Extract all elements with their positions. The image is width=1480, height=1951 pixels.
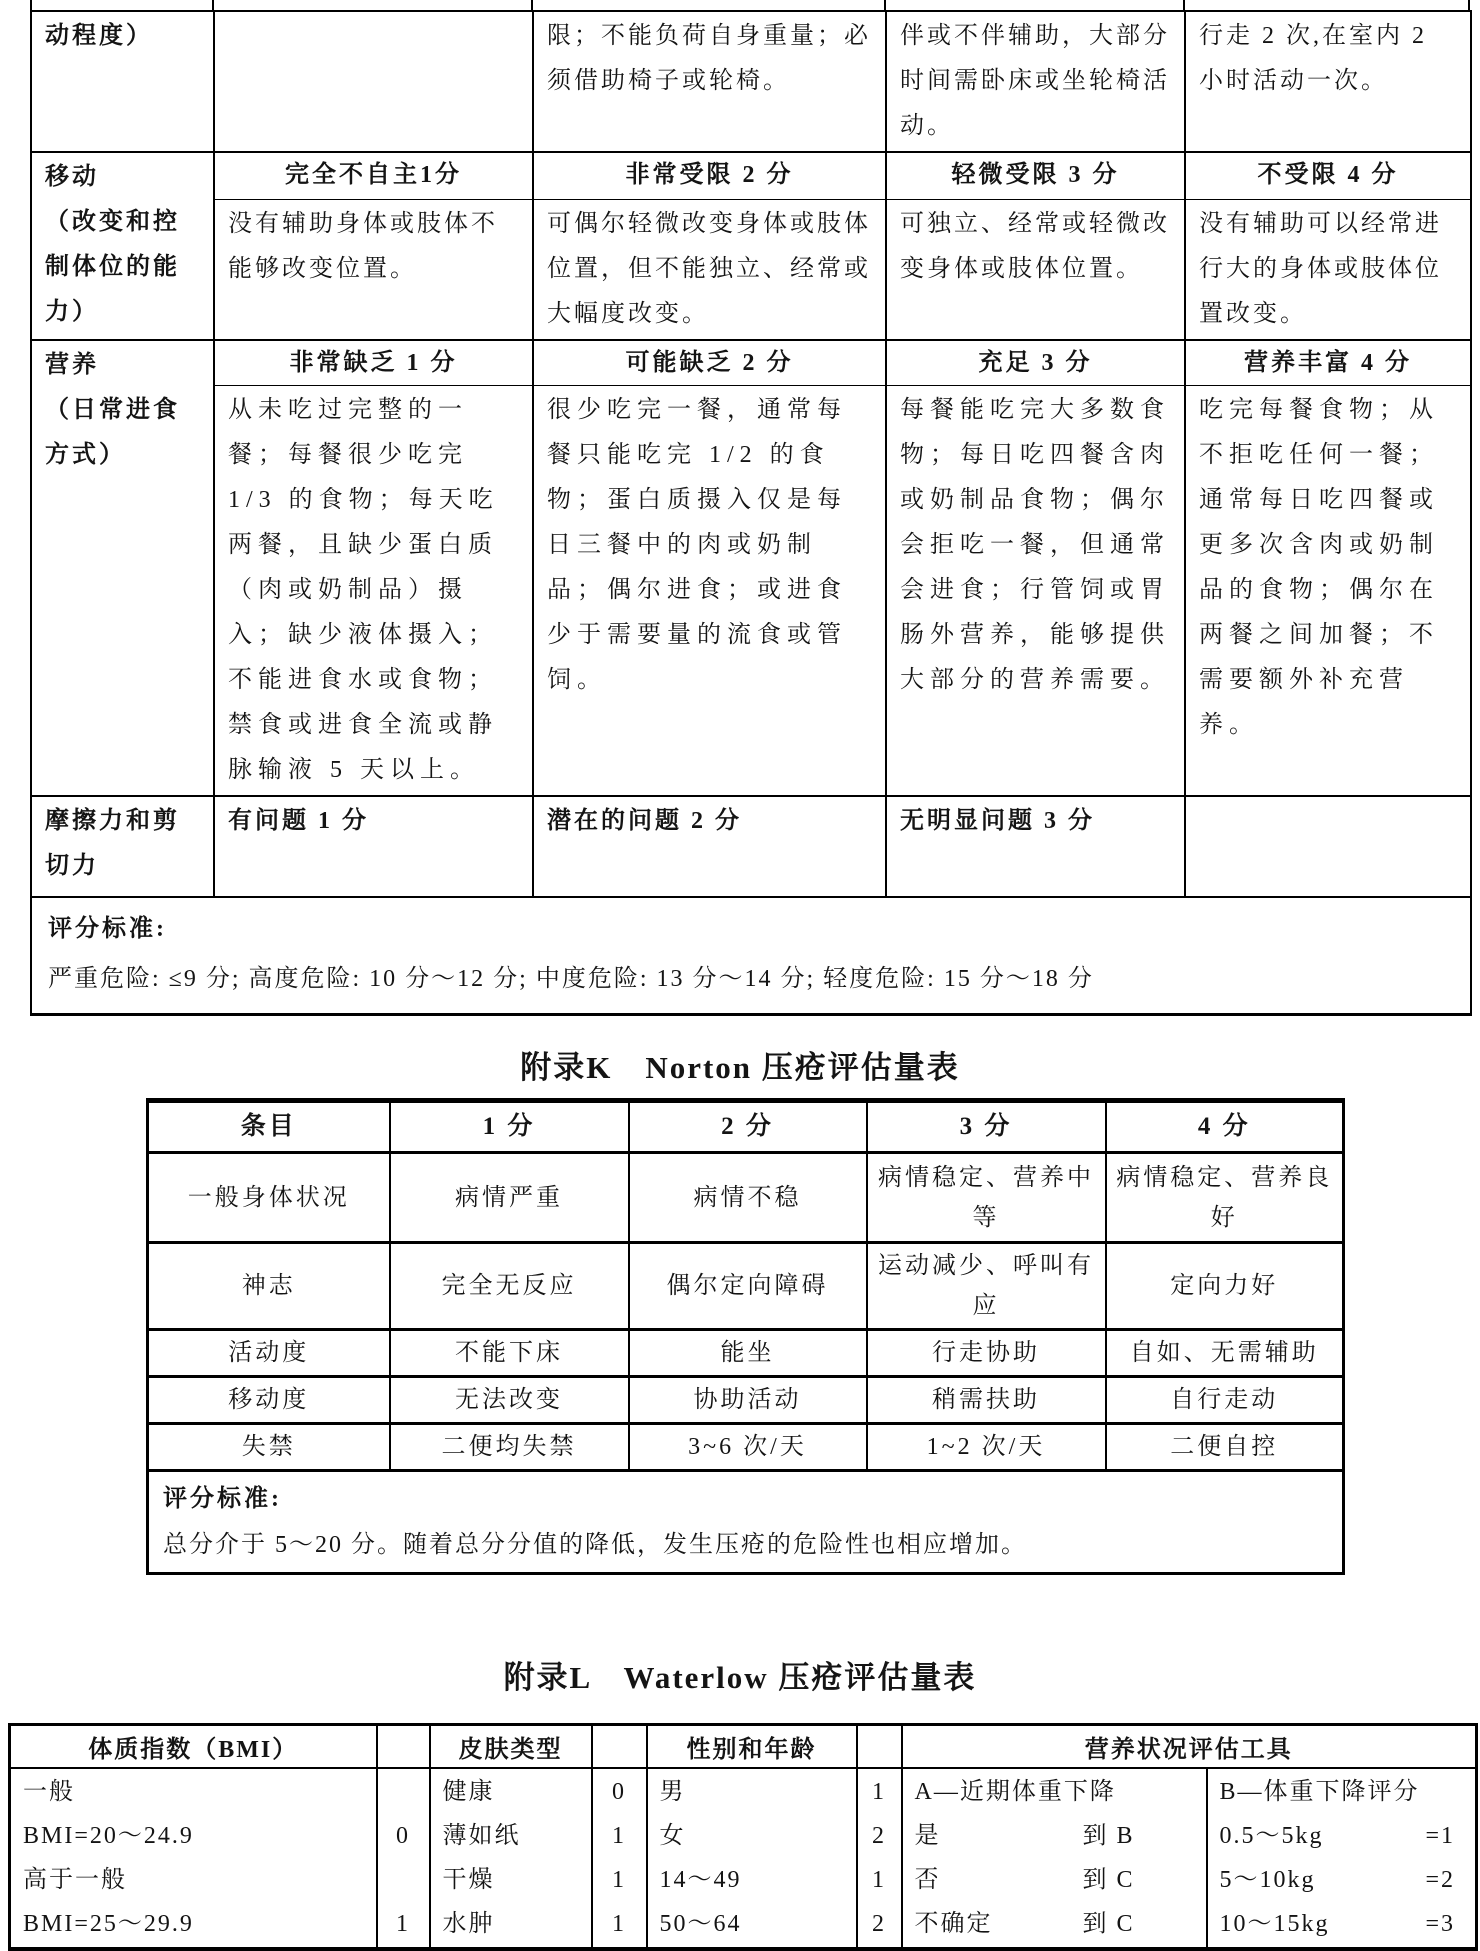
bmi-cell — [10, 1768, 377, 1949]
cell-line: 1 — [612, 1866, 626, 1893]
table-cell: 神志 — [148, 1243, 390, 1330]
cell-line: 1 — [612, 1822, 626, 1849]
table-cell: 失禁 — [148, 1424, 390, 1471]
column-header-cell: 体质指数（BMI） — [10, 1725, 377, 1768]
cell-line: BMI=20～24.9 — [23, 1822, 194, 1849]
braden-row-nutrition-header — [31, 340, 1471, 386]
table-cell: 二便自控 — [1106, 1424, 1344, 1471]
table-cell: 协助活动 — [629, 1377, 867, 1424]
cell-line: 健康 — [442, 1778, 495, 1805]
column-header-cell: 3 分 — [867, 1101, 1106, 1153]
skin-score-cell — [592, 1768, 647, 1949]
cell-line: 2 — [872, 1910, 886, 1937]
cell-line: 薄如纸 — [442, 1822, 521, 1849]
column-header-cell: 皮肤类型 — [430, 1725, 592, 1768]
line-right: 到 C — [1082, 1866, 1135, 1893]
table-cell: 病情稳定、营养中等 — [867, 1153, 1106, 1243]
table-cell: 一般身体状况 — [148, 1153, 390, 1243]
table-cell: 可偶尔轻微改变身体或肢体位置，但不能独立、经常或大幅度改变。 — [533, 199, 886, 340]
line-right: =1 — [1425, 1822, 1455, 1849]
line-right: =3 — [1425, 1910, 1455, 1937]
row-label-main: 移动 — [45, 164, 99, 190]
scoring-cell — [148, 1471, 1344, 1574]
cell-line: 0 — [612, 1778, 626, 1805]
braden-row-activity-continued — [31, 11, 1471, 152]
line-left: 不确定 — [914, 1910, 993, 1937]
appendix-l-title: 附录L Waterlow 压疮评估量表 — [503, 1660, 977, 1695]
table-cell: 从未吃过完整的一餐；每餐很少吃完 1/3 的食物；每天吃两餐，且缺少蛋白质（肉或奶制品）摄入；缺少液体摄入；不能进食水或食物；禁食或进食全流或静脉输液 5 天以上。 — [214, 386, 533, 797]
cell-line: 水肿 — [442, 1910, 495, 1937]
column-header-cell — [592, 1725, 647, 1768]
cell-line: 一般 — [23, 1778, 75, 1805]
cut-border-stub — [531, 0, 533, 10]
table-cell: 病情不稳 — [629, 1153, 867, 1243]
score-header-cell: 轻微受限 3 分 — [886, 152, 1185, 199]
table-cell: 每餐能吃完大多数食物；每日吃四餐含肉或奶制品食物；偶尔会拒吃一餐，但通常会进食；行管饲或胃肠外营养，能够提供大部分的营养需要。 — [886, 386, 1185, 797]
table-cell: 有问题 1 分 — [214, 796, 533, 897]
line-right: =2 — [1425, 1866, 1455, 1893]
cell-line: 0 — [396, 1822, 410, 1849]
table-cell: 可独立、经常或轻微改变身体或肢体位置。 — [886, 199, 1185, 340]
cell-line: 高于一般 — [23, 1866, 127, 1893]
table-cell: 移动度 — [148, 1377, 390, 1424]
cell-line: 干燥 — [442, 1866, 495, 1893]
table-cell: 伴或不伴辅助，大部分时间需卧床或坐轮椅活动。 — [886, 11, 1185, 152]
table-cell: 无明显问题 3 分 — [886, 796, 1185, 897]
scoring-cell — [31, 897, 1471, 1014]
table-cell: 无法改变 — [390, 1377, 629, 1424]
line-left: 5～10kg — [1219, 1866, 1316, 1893]
cell-line — [1208, 1902, 1476, 1946]
cut-border-stub — [1183, 0, 1185, 10]
braden-row-mobility-header — [31, 152, 1471, 199]
column-header-cell — [857, 1725, 902, 1768]
nutrition-a-cell — [902, 1768, 1207, 1949]
table-cell: 潜在的问题 2 分 — [533, 796, 886, 897]
waterlow-header-row — [10, 1725, 1477, 1768]
norton-row-mobility — [148, 1377, 1344, 1424]
scoring-text: 总分介于 5～20 分。随着总分分值的降低，发生压疮的危险性也相应增加。 — [163, 1532, 1027, 1558]
table-cell: 定向力好 — [1106, 1243, 1344, 1330]
cell-line — [378, 1770, 429, 1814]
gender-age-cell — [647, 1768, 857, 1949]
table-cell: 自如、无需辅助 — [1106, 1330, 1344, 1377]
table-cell: 1~2 次/天 — [867, 1424, 1106, 1471]
cut-border-stub — [884, 0, 886, 10]
table-cell — [214, 11, 533, 152]
braden-row-friction — [31, 796, 1471, 897]
table-cell: 运动减少、呼叫有应 — [867, 1243, 1106, 1330]
line-right: 到 B — [1082, 1822, 1135, 1849]
table-cell: 没有辅助可以经常进行大的身体或肢体位置改变。 — [1185, 199, 1471, 340]
line-right: 到 C — [1082, 1910, 1135, 1937]
waterlow-scale-table — [8, 1723, 1478, 1951]
braden-row-nutrition-desc — [31, 386, 1471, 797]
table-cell: 二便均失禁 — [390, 1424, 629, 1471]
row-label-main: 营养 — [45, 351, 99, 378]
table-cell: 自行走动 — [1106, 1377, 1344, 1424]
column-header-cell: 条目 — [148, 1101, 390, 1153]
column-header-cell: 4 分 — [1106, 1101, 1344, 1153]
column-header-cell: 2 分 — [629, 1101, 867, 1153]
column-header-cell: 1 分 — [390, 1101, 629, 1153]
cell-line: 2 — [872, 1822, 886, 1849]
score-header-cell: 可能缺乏 2 分 — [533, 340, 886, 386]
norton-row-incontinence — [148, 1424, 1344, 1471]
score-header-cell: 充足 3 分 — [886, 340, 1185, 386]
cell-line — [1208, 1858, 1476, 1902]
cell-line — [378, 1858, 429, 1902]
cell-line — [903, 1902, 1206, 1946]
table-cell: 行走协助 — [867, 1330, 1106, 1377]
column-header-cell: 性别和年龄 — [647, 1725, 857, 1768]
score-header-cell: 不受限 4 分 — [1185, 152, 1471, 199]
table-cell: 吃完每餐食物；从不拒吃任何一餐；通常每日吃四餐或更多次含肉或奶制品的食物；偶尔在两餐之间加餐；不需要额外补充营养。 — [1185, 386, 1471, 797]
cut-border-stub — [212, 0, 214, 10]
skin-type-cell — [430, 1768, 592, 1949]
table-cell: 行走 2 次,在室内 2 小时活动一次。 — [1185, 11, 1471, 152]
line-left: 否 — [914, 1866, 941, 1893]
braden-row-scoring — [31, 897, 1471, 1014]
waterlow-body-row — [10, 1768, 1477, 1949]
score-header-cell: 非常缺乏 1 分 — [214, 340, 533, 386]
cell-line: 1 — [612, 1910, 626, 1937]
score-header-cell: 非常受限 2 分 — [533, 152, 886, 199]
cut-border-stub — [1468, 0, 1470, 10]
table-cell: 没有辅助身体或肢体不能够改变位置。 — [214, 199, 533, 340]
table-cell: 很少吃完一餐，通常每餐只能吃完 1/2 的食物；蛋白质摄入仅是每日三餐中的肉或奶制品；偶尔进食；或进食少于需要量的流食或管饲。 — [533, 386, 886, 797]
norton-row-activity — [148, 1330, 1344, 1377]
gender-score-cell — [857, 1768, 902, 1949]
norton-scale-table — [146, 1098, 1345, 1575]
table-cell: 不能下床 — [390, 1330, 629, 1377]
bmi-score-cell — [377, 1768, 430, 1949]
row-label-sub: （改变和控制体位的能力） — [45, 209, 180, 325]
line-left: 10～15kg — [1219, 1910, 1330, 1937]
cell-line: 1 — [396, 1910, 410, 1937]
cell-line: 14～49 — [659, 1866, 742, 1893]
row-label-sub: （日常进食方式） — [45, 396, 180, 468]
nutrition-b-cell — [1207, 1768, 1477, 1949]
norton-row-scoring — [148, 1471, 1344, 1574]
column-header-cell: 营养状况评估工具 — [902, 1725, 1477, 1768]
cell-line — [903, 1858, 1206, 1902]
table-cell: 稍需扶助 — [867, 1377, 1106, 1424]
row-label-cell — [31, 340, 214, 797]
line-left: A—近期体重下降 — [914, 1778, 1116, 1805]
norton-row-general — [148, 1153, 1344, 1243]
cell-line: 女 — [659, 1822, 686, 1849]
table-cell: 病情稳定、营养良好 — [1106, 1153, 1344, 1243]
line-left: B—体重下降评分 — [1219, 1778, 1420, 1805]
table-cell: 偶尔定向障碍 — [629, 1243, 867, 1330]
appendix-k-title: 附录K Norton 压疮评估量表 — [520, 1050, 960, 1085]
cell-line — [903, 1814, 1206, 1858]
table-cell: 限；不能负荷自身重量；必须借助椅子或轮椅。 — [533, 11, 886, 152]
norton-header-row — [148, 1101, 1344, 1153]
scoring-title: 评分标准: — [163, 1486, 282, 1512]
table-cell — [1185, 796, 1471, 897]
cut-border-stub — [30, 0, 32, 10]
braden-scale-table — [30, 10, 1472, 1016]
cell-line: 1 — [872, 1866, 886, 1893]
column-header-cell — [377, 1725, 430, 1768]
score-header-cell: 营养丰富 4 分 — [1185, 340, 1471, 386]
table-cell: 3~6 次/天 — [629, 1424, 867, 1471]
score-header-cell: 完全不自主1分 — [214, 152, 533, 199]
cell-line: 1 — [872, 1778, 886, 1805]
table-cell: 完全无反应 — [390, 1243, 629, 1330]
braden-row-mobility-desc — [31, 199, 1471, 340]
norton-row-mental — [148, 1243, 1344, 1330]
cell-line: 50～64 — [659, 1910, 742, 1937]
table-cell: 病情严重 — [390, 1153, 629, 1243]
row-label-cell: 摩擦力和剪切力 — [31, 796, 214, 897]
row-label-cell — [31, 152, 214, 340]
cell-line: BMI=25～29.9 — [23, 1910, 194, 1937]
line-left: 是 — [914, 1822, 941, 1849]
cell-line — [1208, 1814, 1476, 1858]
row-label-cell: 动程度） — [31, 11, 214, 152]
cell-line — [903, 1770, 1206, 1814]
scoring-text: 严重危险: ≤9 分; 高度危险: 10 分～12 分; 中度危险: 13 分～14 分; 轻度危险: 15 分～18 分 — [48, 966, 1094, 992]
table-cell: 能坐 — [629, 1330, 867, 1377]
cell-line: 男 — [659, 1778, 686, 1805]
scoring-title: 评分标准: — [48, 916, 167, 942]
cell-line — [1208, 1770, 1476, 1814]
table-cell: 活动度 — [148, 1330, 390, 1377]
line-left: 0.5～5kg — [1219, 1822, 1324, 1849]
